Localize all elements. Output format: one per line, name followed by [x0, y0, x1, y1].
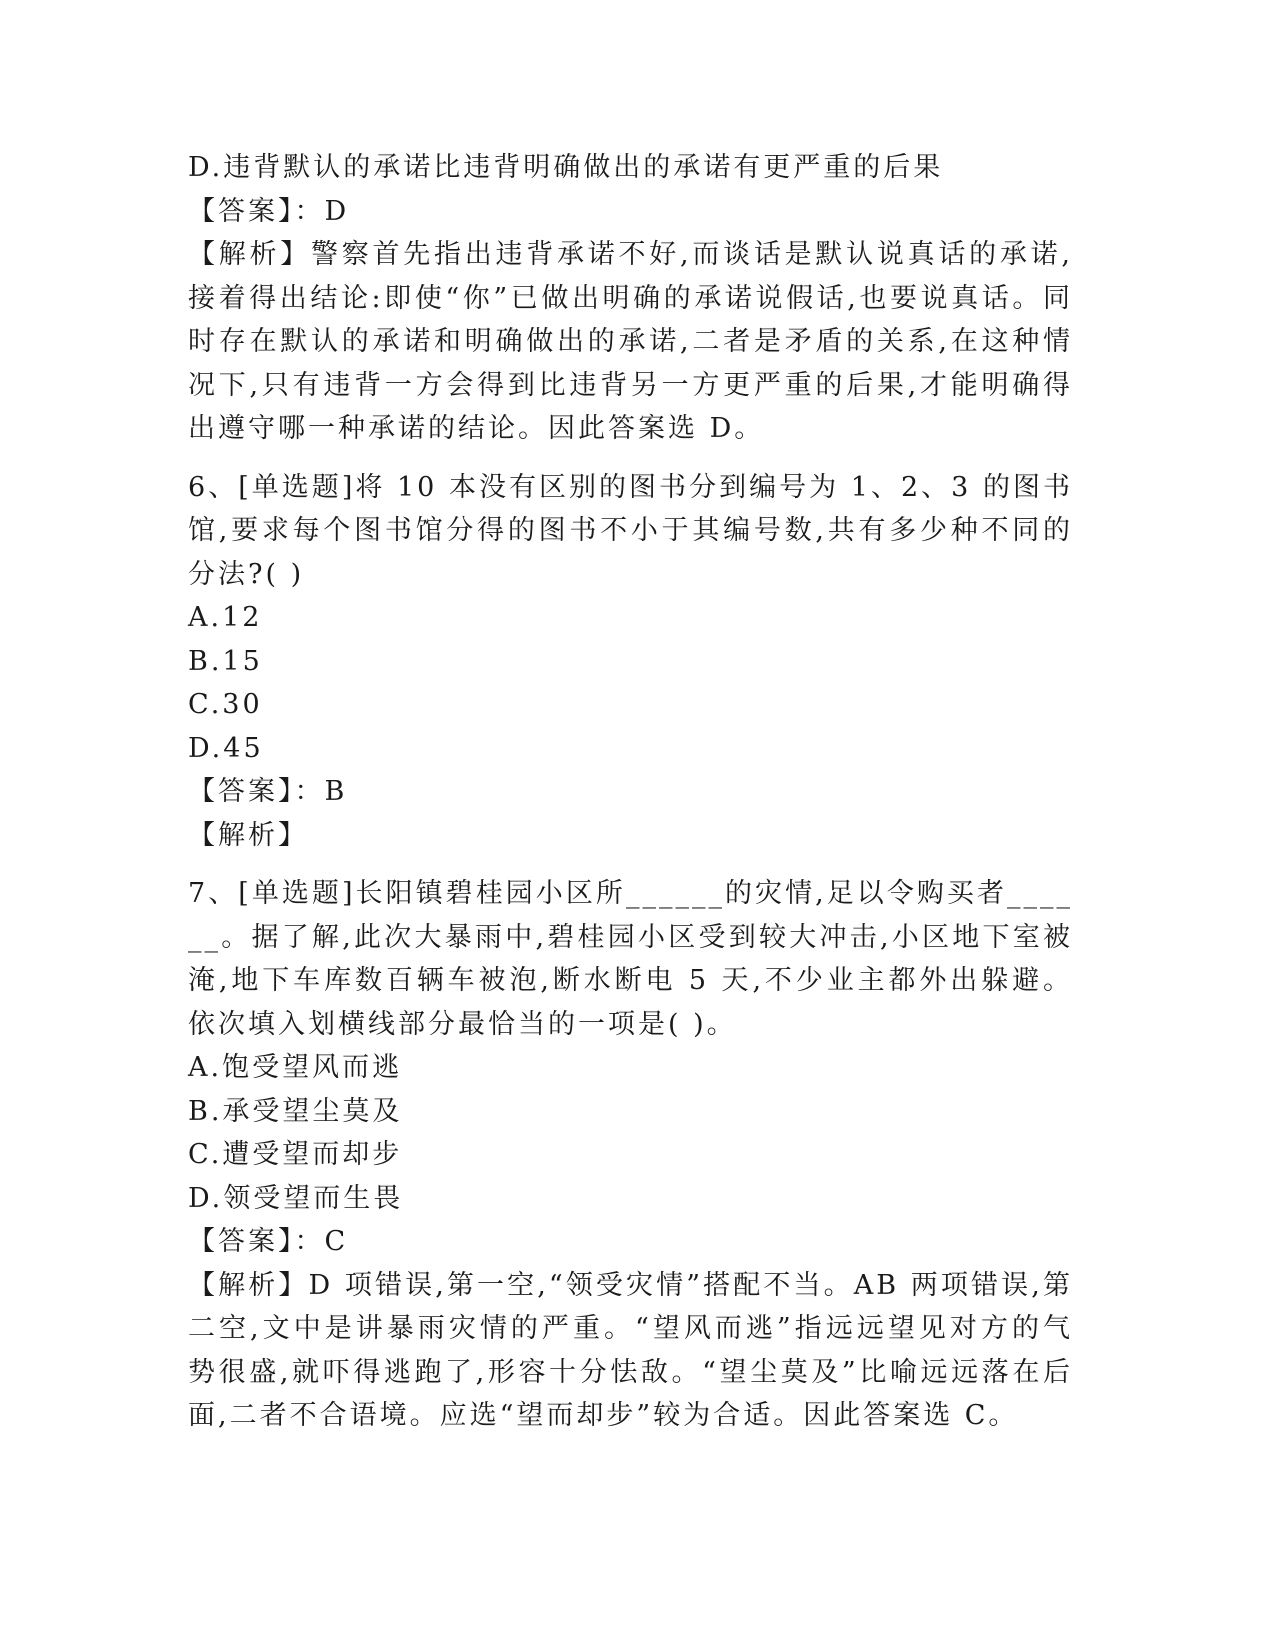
answer-label: 【答案】： [188, 195, 325, 227]
answer-label: 【答案】： [188, 1226, 325, 1257]
option-c: C.30 [188, 689, 263, 720]
analysis-label: 【解析】 [188, 1269, 309, 1301]
option-a: A.12 [188, 602, 263, 633]
answer-line [188, 190, 1073, 234]
option-d: D.违背默认的承诺比违背明确做出的承诺有更严重的后果 [188, 152, 944, 183]
answer-value: D [324, 195, 350, 227]
question-stem: 7、[单选题]长阳镇碧桂园小区所______的灾情,足以令购买者______。据了解,此次大暴雨中,碧桂园小区受到较大冲击,小区地下室被淹,地下车库数百辆车被泡,断水断电 5 天,不少业主都外出躲避。依次填入划横线部分最恰当的一项是( )。 [188, 878, 1073, 1040]
question-6 [188, 466, 1073, 858]
question-stem: 6、[单选题]将 10 本没有区别的图书分到编号为 1、2、3 的图书馆,要求每个图书馆分得的图书不小于其编号数,共有多少种不同的分法?( ) [188, 471, 1073, 590]
option-d: D.45 [188, 732, 264, 764]
analysis-paragraph [188, 233, 1073, 451]
answer-label: 【答案】： [188, 776, 325, 807]
analysis-text: 警察首先指出违背承诺不好,而谈话是默认说真话的承诺,接着得出结论:即使“你”已做出明确的承诺说假话,也要说真话。同时存在默认的承诺和明确做出的承诺,二者是矛盾的关系,在这种情况下,只有违背一方会得到比违背另一方更严重的后果,才能明确得出遵守哪一种承诺的结论。因此答案选 D。 [188, 239, 1073, 444]
question-7 [188, 872, 1073, 1438]
answer-value: B [324, 776, 348, 807]
answer-value: C [324, 1226, 349, 1257]
analysis-label: 【解析】 [188, 819, 308, 851]
option-b: B.承受望尘莫及 [188, 1095, 403, 1127]
analysis-label: 【解析】 [188, 239, 312, 270]
previous-question-tail [188, 146, 1073, 451]
option-a: A.饱受望风而逃 [188, 1052, 403, 1083]
option-d: D.领受望而生畏 [188, 1182, 404, 1214]
analysis-text: D 项错误,第一空,“领受灾情”搭配不当。AB 两项错误,第二空,文中是讲暴雨灾情的严重。“望风而逃”指远远望见对方的气势很盛,就吓得逃跑了,形容十分怯敌。“望尘莫及”比喻远远落在后面,二者不合语境。应选“望而却步”较为合适。因此答案选 C。 [188, 1269, 1073, 1431]
option-b: B.15 [188, 645, 263, 677]
analysis-paragraph [188, 1264, 1073, 1438]
option-c: C.遭受望而却步 [188, 1139, 403, 1170]
document-page [188, 146, 1073, 1438]
answer-line [188, 770, 1073, 814]
answer-line [188, 1220, 1073, 1264]
